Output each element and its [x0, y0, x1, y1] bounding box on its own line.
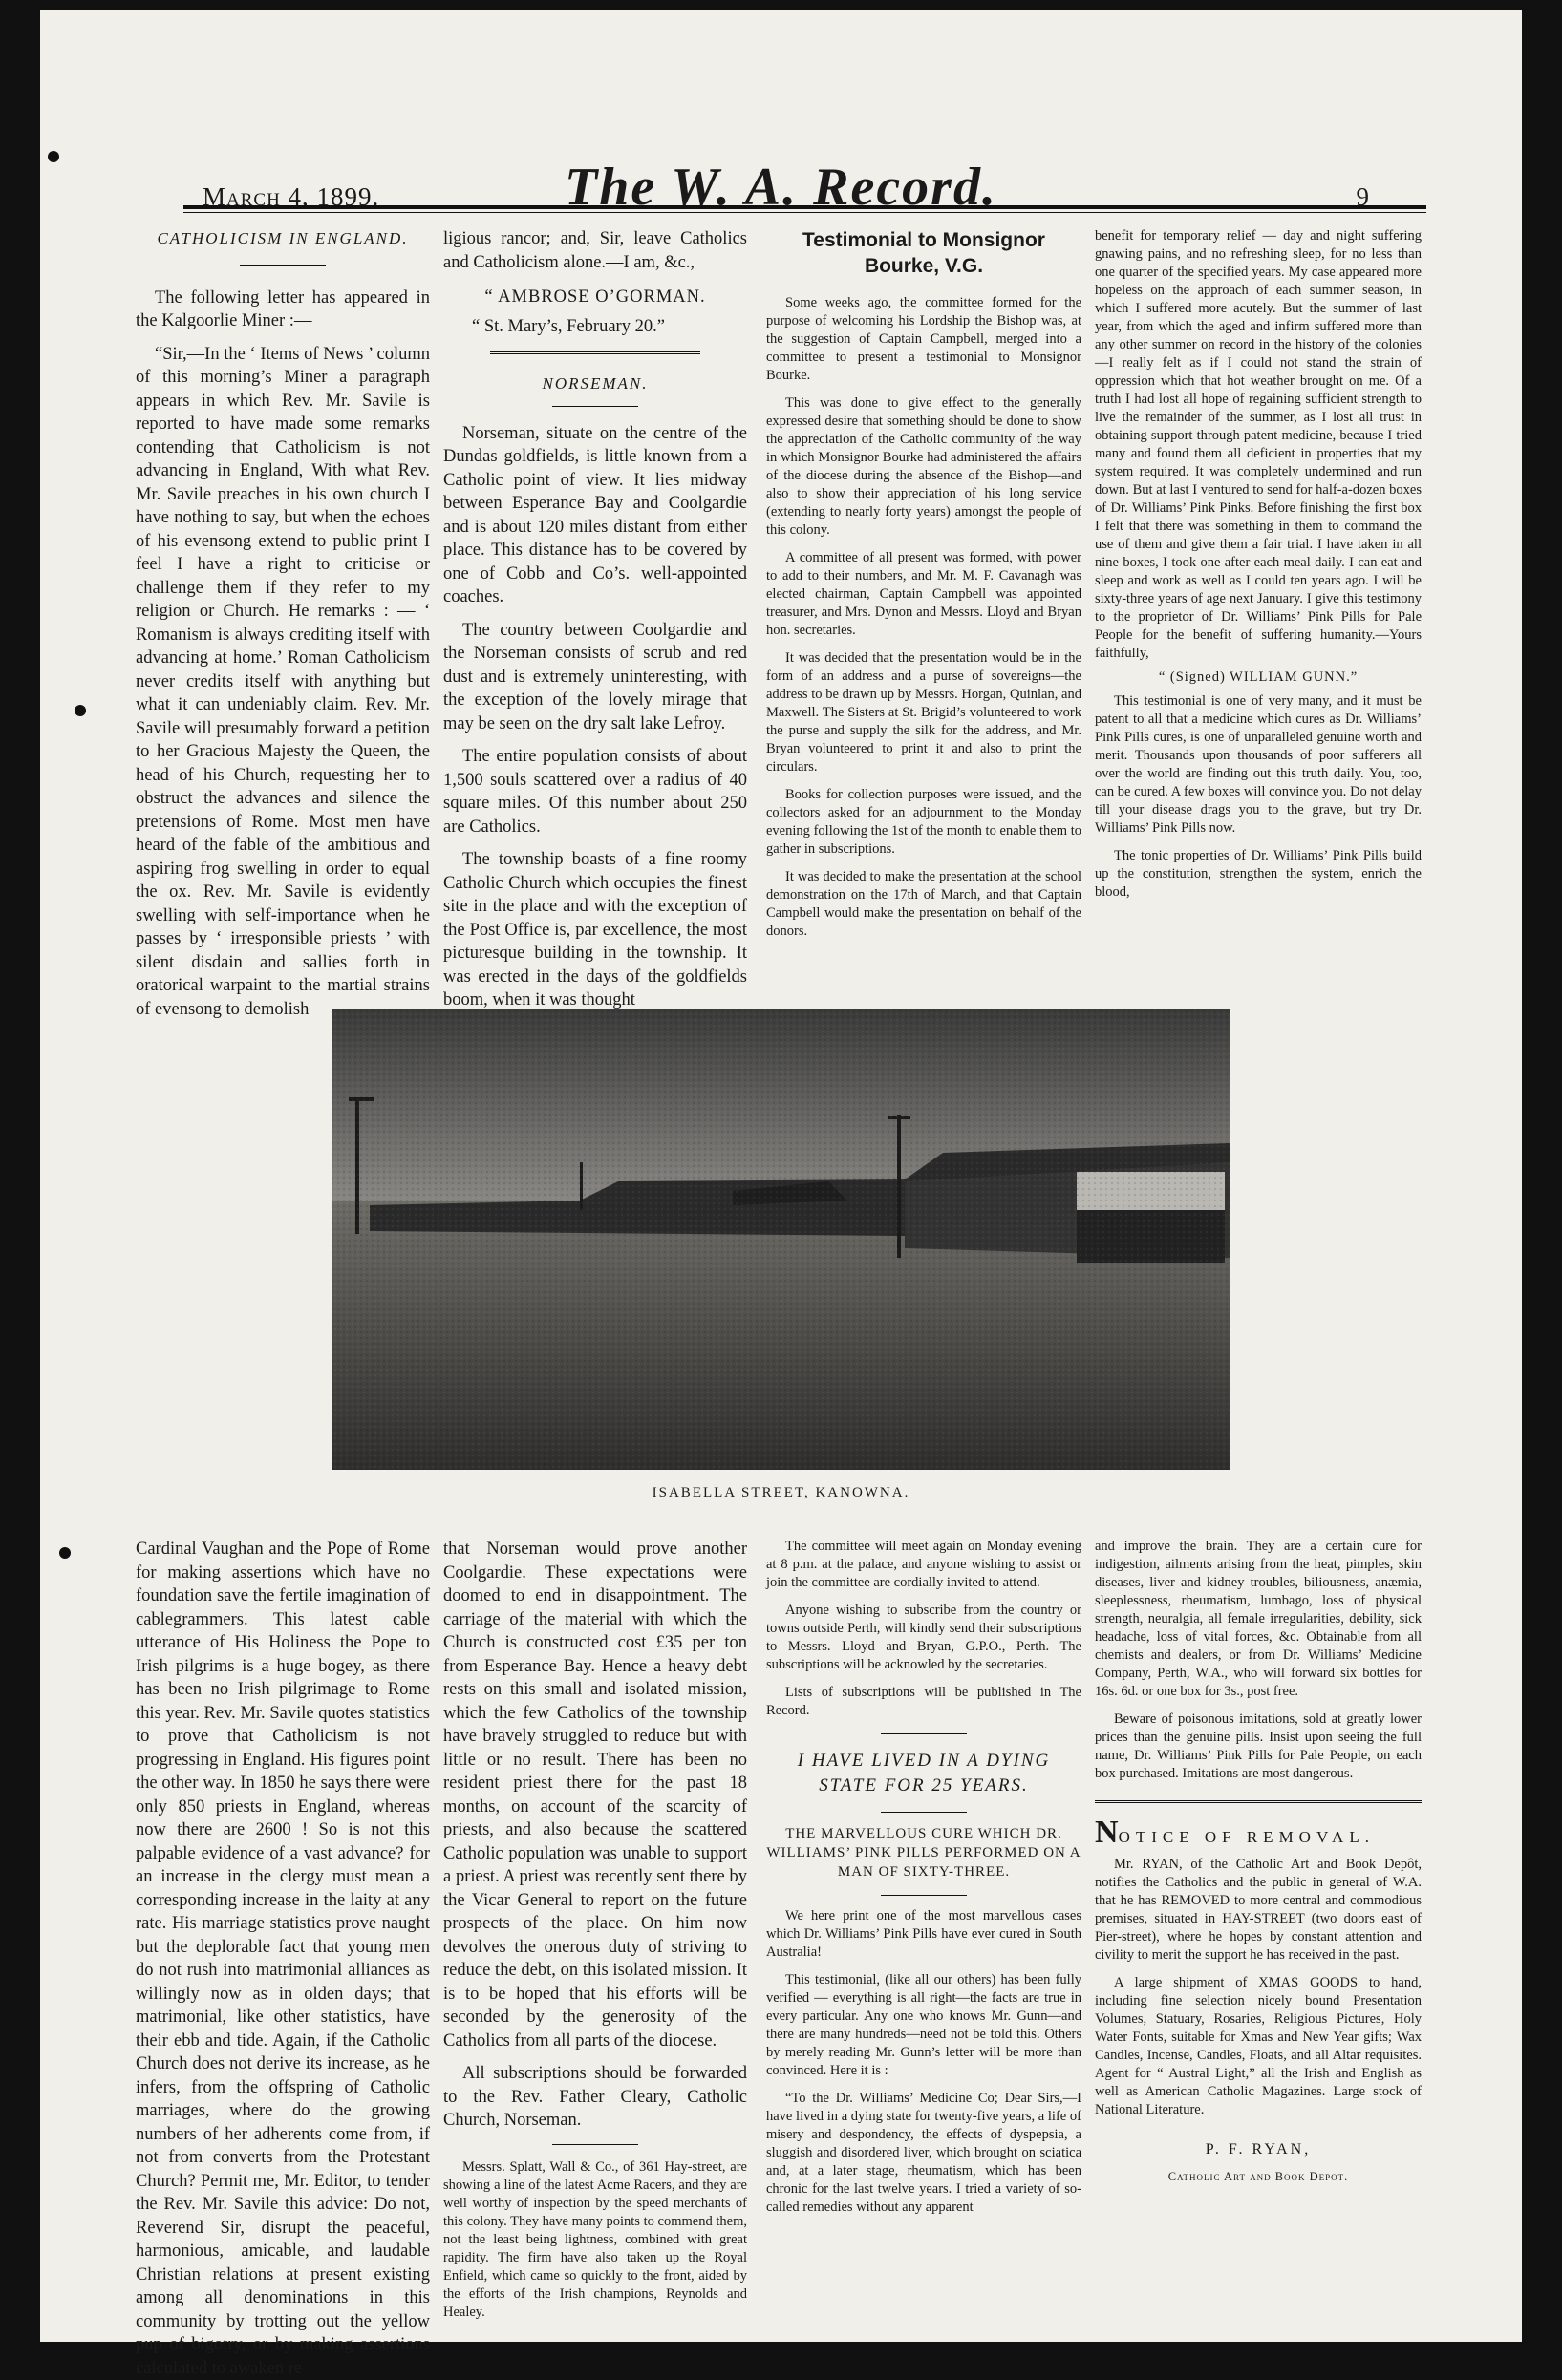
notice-heading-text: OTICE OF REMOVAL. [1118, 1828, 1375, 1846]
masthead [136, 153, 1426, 220]
paragraph: Books for collection purposes were issued, and the collectors asked for an adjournment to the Monday evening following the 1st of the month to enable them to gather in subscriptions. [766, 787, 1081, 857]
article-testimonial-continued [766, 1538, 1081, 2302]
paragraph: All subscriptions should be forwarded to the Rev. Father Cleary, Catholic Church, Norseman. [443, 2064, 747, 2130]
paragraph: This was done to give effect to the generally expressed desire that something should be done to show the appreciation of the Catholic community of the way in which Monsignor Bourke had administered the affairs of the diocese during the absence of the Bishop—and also to show their appreciation of his long service (extending to nearly forty years) amongst the people of this colony. [766, 395, 1081, 538]
paragraph: Lists of subscriptions will be published in The Record. [766, 1685, 1081, 1718]
paragraph: that Norseman would prove another Coolgardie. These expectations were doomed to end in disappointment. The carriage of the material with which the Church is constructed cost £35 per ton from Esperance Bay. Hence a heavy debt rests on this small and isolated mission, which the few Catholics of the township have bravely struggled to reduce but with little or no result. There has been no resident priest there for the past 18 months, on account of the scarcity of priests, and also because the scattered Catholic population was unable to support a priest. A priest was recently sent there by the Vicar General to report on the future prospects of the place. On him now devolves the onerous duty of striving to reduce the debt, on this isolated mission. It is to be hoped that his efforts will be seconded by the generosity of the Catholics from all parts of the diocese. [443, 1540, 747, 2051]
divider [881, 1812, 967, 1813]
letter-signature: “ AMBROSE O’GORMAN. [484, 287, 706, 307]
paragraph: Anyone wishing to subscribe from the country or towns outside Perth, will kindly send their subscriptions to Messrs. Lloyd and Bryan, G.P.O., Perth. The subscriptions will be acknowled by the secretaries. [766, 1603, 1081, 1672]
article-heading: NORSEMAN. [542, 374, 649, 393]
article-heading: CATHOLICISM IN ENGLAND. [157, 229, 409, 247]
paragraph: We here print one of the most marvellous cases which Dr. Williams’ Pink Pills have ever cured in South Australia! [766, 1908, 1081, 1960]
paragraph: This testimonial, (like all our others) has been fully verified — everything is all right—the facts are true in every particular. Any one who knows Mr. Gunn—and there are many hundreds—need not be told this. Others by merely reading Mr. Gunn’s letter will be more than convinced. Here it is : [766, 1972, 1081, 2078]
testimonial-signature: “ (Signed) WILLIAM GUNN.” [1158, 669, 1359, 685]
article-testimonial [766, 227, 1081, 953]
article-intro: The following letter has appeared in the Kalgoorlie Miner :— [136, 287, 430, 330]
photo-caption: ISABELLA STREET, KANOWNA. [652, 1485, 910, 1500]
newspaper-page [40, 10, 1522, 2378]
advertisement-subheading: THE MARVELLOUS CURE WHICH DR. WILLIAMS’ PINK PILLS PERFORMED ON A MAN OF SIXTY-THREE. [766, 1826, 1081, 1880]
notice-dropcap: N [1095, 1815, 1119, 1850]
paragraph: Some weeks ago, the committee formed for the purpose of welcoming his Lordship the Bishop was, at the suggestion of Captain Campbell, merged into a committee to present a testimonial to Monsignor Bourke. [766, 295, 1081, 383]
paragraph: The country between Coolgardie and the Norseman consists of scrub and red dust and is extremely uninteresting, with the exception of the lovely mirage that may be seen on the dry salt lake Lefroy. [443, 620, 747, 733]
page-number: 9 [1356, 182, 1369, 211]
divider [552, 2144, 638, 2145]
advertisement-continued [1095, 1538, 1422, 2302]
divider [552, 406, 638, 407]
letter-dateline: “ St. Mary’s, February 20.” [472, 316, 665, 336]
advertisement-heading: I HAVE LIVED IN A DYING STATE FOR 25 YEARS. [797, 1751, 1051, 1796]
notice-heading [1095, 1815, 1422, 1850]
advertisement-pink-pills [1095, 227, 1422, 953]
notice-business-name: Catholic Art and Book Depot. [1167, 2170, 1349, 2183]
paragraph: and improve the brain. They are a certain cure for indigestion, ailments arising from the heat, pimples, skin diseases, liver and kidney troubles, biliousness, anæmia, sleeplessness, rheumatism, lumbago, loss of physical strength, neuralgia, all female irregularities, debility, sick headache, loss of vital forces, &c. Obtainable from all chemists and dealers, or from Dr. Williams’ Medicine Company, Perth, W.A., who will forward six bottles for 16s. 6d. or one box for 3s., post free. [1095, 1539, 1422, 1699]
newspaper-title: The W. A. Record. [565, 158, 997, 217]
bullet-mark [75, 705, 86, 716]
paragraph: A committee of all present was formed, with power to add to their numbers, and Mr. M. F. Cavanagh was elected chairman, Captain Campbell was appointed treasurer, and Mrs. Dynon and Messrs. Lloyd and Bryan hon. secretaries. [766, 550, 1081, 638]
article-norseman [443, 227, 747, 1009]
paragraph: The entire population consists of about 1,500 souls scattered over a radius of 40 square miles. Of this number about 250 are Catholics. [443, 747, 747, 837]
notice-signature: P. F. RYAN, [1205, 2141, 1312, 2157]
photo-image [332, 1009, 1230, 1470]
paragraph: This testimonial is one of very many, and it must be patent to all that a medicine which cures as Dr. Williams’ Pink Pills cures, is one of unparalleled genuine worth and merit. Thousands upon thousands of poor sufferers all over the world are finding out this truth daily. You, too, can be cured. A few boxes will convince you. Do not delay till your disease drags you to the grave, but try Dr. Williams’ Pink Pills now. [1095, 693, 1422, 836]
paragraph: “To the Dr. Williams’ Medicine Co; Dear Sirs,—I have lived in a dying state for twenty-five years, a life of misery and despondency, the effects of dyspepsia, a sluggish and disordered liver, which brought on sciatica and, at a later stage, rheumatism, which has been chronic for the last twelve years. I tried a variety of so-called remedies without any apparent [766, 2091, 1081, 2215]
letter-ending: ligious rancor; and, Sir, leave Catholics and Catholicism alone.—I am, &c., [443, 229, 747, 272]
article-catholicism-continued [136, 1538, 430, 2378]
paragraph: benefit for temporary relief — day and night suffering gnawing pains, and no refreshing sleep, for no less than one quarter of the specified years. My case appeared more hopeless on the approach of each summer season, in which I suffered more acutely. But the summer of last year, from which the aged and infirm suffered more than any other summer on record in the history of the colonies—I really felt as if I could not stand the strain of oppression which that hot weather brought on me. Of a truth I had lost all hope of regaining sufficient strength to live the remainder of the summer, as I lost all trust in obtaining support through patent medicine, because I tried many and found them all deficient in properties that my system required. It was completely undermined and run down. But at last I ventured to send for half-a-dozen boxes of Dr. Williams’ Pink Pinks. Before finishing the first box I felt that there was something in them to command the use of them and give them a fair trial. I have taken in all nine boxes, I took one after each meal daily. I can eat and sleep and work as well as I could ten years ago. I will be sixty-three years of age next January. I give this testimony to the proprietor of Dr. Williams’ Pink Pills for Pale People for the benefit of suffering humanity.—Yours faithfully, [1095, 228, 1422, 661]
masthead-rule [183, 205, 1426, 209]
article-body: “Sir,—In the ‘ Items of News ’ column of this morning’s Miner a paragraph appears in which Rev. Mr. Savile is reported to have made some remarks contending that Catholicism is not advancing in England, With what Rev. Mr. Savile preaches in his own church I have nothing to say, but when the echoes of his evensong extend to public print I feel I have a right to criticise or challenge them if they refer to my religion or Church. He remarks : — ‘ Romanism is always crediting itself with advancing at home.’ Roman Catholicism never credits itself with anything but what it can undeniably claim. Rev. Mr. Savile will presumably forward a petition to her Gracious Majesty the Queen, the head of his Church, requesting her to obstruct the advances and silence the pretensions of Rome. Most men have heard of the fable of the ambitious and aspiring frog swelling in order to equal the ox. Rev. Mr. Savile is evidently swelling with self-importance when he passes by ‘ irresponsible priests ’ with silent disdain and sallies forth in oratorical warpaint to the martial strains of evensong to demolish [136, 344, 430, 1019]
street-photograph [332, 1009, 1230, 1470]
paragraph: A large shipment of XMAS GOODS to hand, including fine selection nicely bound Presentation Volumes, Statuary, Rosaries, Religious Pictures, Holy Water Fonts, suitable for Xmas and New Year gifts; Wax Candles, Incense, Candles, Floats, and all Altar requisites. Agent for “ Austral Light,” all the Irish and English as well as American Catholic Magazines. Large stock of National Literature. [1095, 1975, 1422, 2117]
masthead-rule-thin [183, 212, 1426, 213]
paragraph: The township boasts of a fine roomy Catholic Church which occupies the finest site in the place and with the exception of the Post Office is, par excellence, the most picturesque building in the township. It was erected in the days of the goldfields boom, when it was thought [443, 850, 747, 1009]
divider [490, 351, 700, 355]
divider [1095, 1800, 1422, 1804]
divider [881, 1895, 967, 1896]
paragraph: Beware of poisonous imitations, sold at greatly lower prices than the genuine pills. Insist upon seeing the full name, Dr. Williams’ Pink Pills for Pale People, on each box purchased. Imitations are most dangerous. [1095, 1711, 1422, 1781]
issue-date: March 4, 1899. [203, 182, 380, 211]
paragraph: Mr. RYAN, of the Catholic Art and Book Depôt, notifies the Catholics and the public in general of W.A. that he has REMOVED to more central and commodious premises, situated in HAY-STREET (two doors east of Pier-street), where he hopes by constant attention and civility to merit the support he has received in the past. [1095, 1857, 1422, 1963]
article-norseman-continued [443, 1538, 747, 2320]
paragraph: The committee will meet again on Monday evening at 8 p.m. at the palace, and anyone wishing to assist or join the committee are cordially invited to attend. [766, 1539, 1081, 1590]
article-catholicism-in-england [136, 227, 430, 1019]
article-heading: Testimonial to Monsignor Bourke, V.G. [802, 229, 1045, 277]
paragraph: It was decided that the presentation would be in the form of an address and a purse of sovereigns—the address to be drawn up by Messrs. Horgan, Quinlan, and Maxwell. The Sisters at St. Brigid’s volunteered to work the purse and supply the silk for the address, and Mr. Bryan volunteered to print it and also to print the circulars. [766, 650, 1081, 775]
paragraph: Messrs. Splatt, Wall & Co., of 361 Hay-street, are showing a line of the latest Acme Racers, and they are well worthy of inspection by the speed merchants of this colony. They have many points to commend them, not the least being lightness, combined with great rapidity. The firm have also taken up the Royal Enfield, which came so quickly to the front, aided by the efforts of the Irish champions, Reynolds and Healey. [443, 2158, 747, 2320]
paragraph: It was decided to make the presentation at the school demonstration on the 17th of March, and that Captain Campbell would make the presentation on behalf of the donors. [766, 869, 1081, 939]
article-body: Cardinal Vaughan and the Pope of Rome for making assertions which have no foundation save the fertile imagination of cablegrammers. This latest cable utterance of His Holiness the Pope to Irish pilgrims is a huge bogey, as there has been no Irish pilgrimage to Rome this year. Rev. Mr. Savile quotes statistics to prove that Catholicism is not progressing in England. His figures point the other way. In 1850 he says there were only 850 priests in England, whereas now there are 2600 ! So is not this palpable evidence of a vast advance? for an increase in the clergy must mean a corresponding increase in the laity at any rate. His marriage statistics prove naught but the deplorable fact that young men do not rush into matrimonial alliances as willingly now as in olden days; that matrimonial, like other statistics, have their ebb and tide. Again, if the Catholic Church does not derive its increase, as he infers, from the offspring of Catholic marriages, where do the growing numbers of her adherents come from, if not from converts from the Protestant Church? Permit me, Mr. Editor, to tender the Rev. Mr. Savile this advice: Do not, Reverend Sir, disrupt the peaceful, harmonious, amicable, and laudable Christian relations at present existing among all denominations in this community by trotting out the yellow pup of bigotry, or by making assertions calculated to awaken re- [136, 1540, 430, 2378]
paragraph: Norseman, situate on the centre of the Dundas goldfields, is little known from a Catholic point of view. It lies midway between Esperance Bay and Coolgardie and is about 120 miles distant from either place. This distance has to be covered by one of Cobb and Co’s. well-appointed coaches. [443, 423, 747, 606]
divider [881, 1732, 967, 1735]
paragraph: The tonic properties of Dr. Williams’ Pink Pills build up the constitution, strengthen the system, enrich the blood, [1095, 848, 1422, 900]
bullet-mark [48, 151, 59, 162]
bullet-mark [59, 1547, 71, 1559]
divider [240, 265, 326, 266]
